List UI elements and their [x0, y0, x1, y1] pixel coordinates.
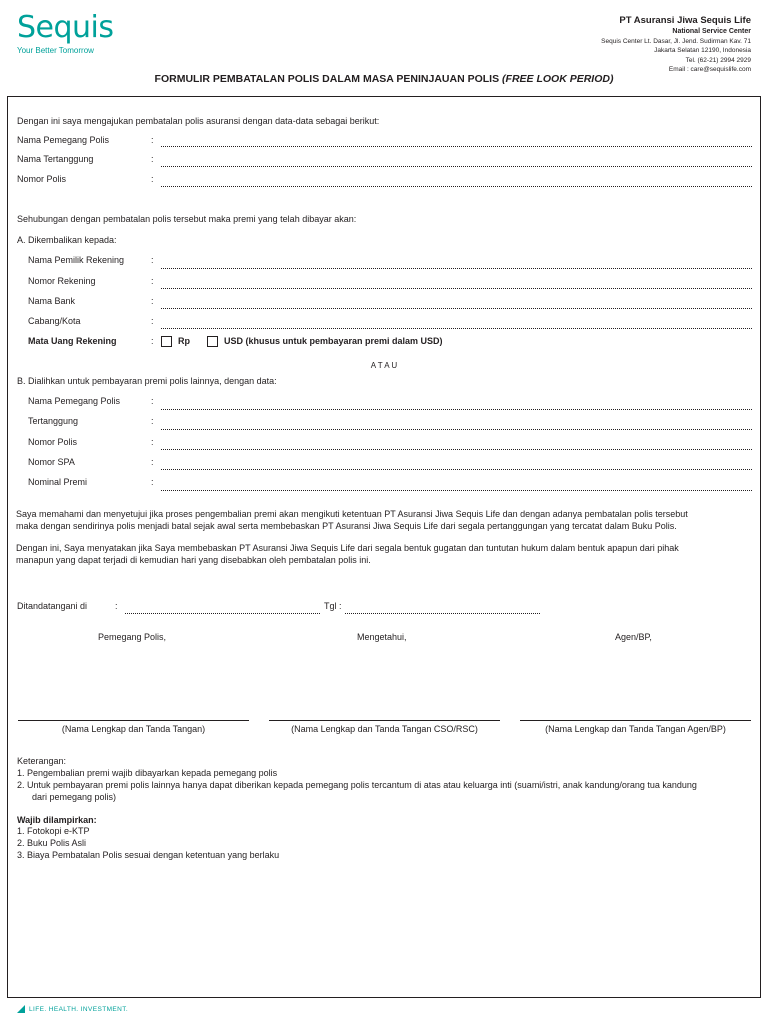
form-title: [0, 73, 768, 85]
input-b-nomor-polis[interactable]: [161, 449, 752, 450]
colon: :: [151, 316, 154, 326]
form-title-main: FORMULIR PEMBATALAN POLIS DALAM MASA PENINJAUAN POLIS: [154, 73, 503, 85]
footer-text: LIFE. HEALTH. INVESTMENT.: [29, 1005, 129, 1013]
sehubungan-text: Sehubungan dengan pembatalan polis tersebut maka premi yang telah dibayar akan:: [17, 214, 357, 224]
field-label-nomor-rekening: Nomor Rekening: [28, 276, 96, 286]
signature-line-pemegang-polis[interactable]: [18, 720, 249, 721]
sequis-logo: [17, 11, 114, 55]
statement-1: [16, 509, 752, 532]
company-phone: Tel. (62-21) 2994 2929: [685, 56, 751, 64]
company-address-2: Jakarta Selatan 12190, Indonesia: [654, 47, 751, 54]
form-title-italic: (FREE LOOK PERIOD): [502, 73, 614, 85]
input-pemegang-polis[interactable]: [161, 146, 752, 147]
attachments-heading: Wajib dilampirkan:: [17, 815, 97, 825]
colon: :: [151, 416, 154, 426]
service-center: National Service Center: [672, 28, 751, 35]
colon: :: [151, 135, 154, 145]
intro-text: Dengan ini saya mengajukan pembatalan polis asuransi dengan data-data sebagai berikut:: [17, 116, 380, 126]
statement-2-line-1: Dengan ini, Saya menyatakan jika Saya membebaskan PT Asuransi Jiwa Sequis Life dari segala bentuk gugatan dan tuntutan hukum dalam bentuk apapun dari pihak: [16, 543, 679, 553]
field-label-cabang-kota: Cabang/Kota: [28, 316, 81, 326]
field-label-pemegang-polis: Nama Pemegang Polis: [17, 135, 110, 145]
statement-1-line-1: Saya memahami dan menyetujui jika proses pengembalian premi akan mengikuti ketentuan PT Asuransi Jiwa Sequis Life dan dengan adanya pembatalan polis tersebut: [16, 509, 688, 519]
colon: :: [151, 174, 154, 184]
input-nomor-polis[interactable]: [161, 186, 752, 187]
input-tertanggung[interactable]: [161, 166, 752, 167]
option-a-heading: A. Dikembalikan kepada:: [17, 235, 117, 245]
caption-cso: (Nama Lengkap dan Tanda Tangan CSO/RSC): [291, 724, 478, 734]
company-info: [601, 14, 751, 75]
input-nomor-rekening[interactable]: [161, 288, 752, 289]
attachment-item-2: 2. Buku Polis Asli: [17, 838, 87, 848]
atau-separator: A T A U: [370, 361, 398, 370]
input-b-tertanggung[interactable]: [161, 429, 752, 430]
input-signing-place[interactable]: [125, 613, 320, 614]
caption-agen: (Nama Lengkap dan Tanda Tangan Agen/BP): [545, 724, 726, 734]
note-item-1: 1. Pengembalian premi wajib dibayarkan kepada pemegang polis: [17, 768, 278, 778]
logo-tagline: Your Better Tomorrow: [17, 46, 94, 55]
colon: :: [151, 296, 154, 306]
colon: :: [151, 396, 154, 406]
colon: :: [151, 477, 154, 487]
field-label-mata-uang: Mata Uang Rekening: [28, 336, 117, 346]
note-item-2-cont: dari pemegang polis): [32, 792, 117, 802]
footer-tagline: [17, 1005, 128, 1013]
field-label-b-nomor-polis: Nomor Polis: [28, 437, 78, 447]
input-pemilik-rekening[interactable]: [161, 268, 752, 269]
company-email: Email : care@sequislife.com: [668, 66, 751, 73]
signing-date-label: Tgl :: [324, 601, 342, 611]
leaf-icon: [17, 1005, 25, 1013]
input-b-nominal-premi[interactable]: [161, 490, 752, 491]
field-label-b-tertanggung: Tertanggung: [28, 416, 79, 426]
field-label-nama-bank: Nama Bank: [28, 296, 76, 306]
checkbox-usd-label: USD (khusus untuk pembayaran premi dalam USD): [224, 336, 443, 346]
statement-2: [16, 543, 752, 566]
attachment-item-3: 3. Biaya Pembatalan Polis sesuai dengan ketentuan yang berlaku: [17, 850, 280, 860]
checkbox-rp[interactable]: [161, 336, 172, 347]
option-b-heading: B. Dialihkan untuk pembayaran premi polis lainnya, dengan data:: [17, 376, 277, 386]
signer-pemegang-polis: Pemegang Polis,: [98, 632, 167, 642]
colon: :: [151, 457, 154, 467]
field-label-nomor-polis: Nomor Polis: [17, 174, 67, 184]
field-label-b-nomor-spa: Nomor SPA: [28, 457, 75, 467]
input-nama-bank[interactable]: [161, 308, 752, 309]
note-item-2: 2. Untuk pembayaran premi polis lainnya hanya dapat diberikan kepada pemegang polis tercantum di atas atau keluarga inti (suami/istri, anak kandung/orang tua kandung: [17, 780, 697, 790]
input-cabang-kota[interactable]: [161, 328, 752, 329]
checkbox-rp-label: Rp: [178, 336, 190, 346]
statement-1-line-2: maka dengan sendirinya polis menjadi batal sejak awal serta membebaskan PT Asuransi Jiwa Sequis Life dari segala pertanggungan yang tercatat dalam Buku Polis.: [16, 520, 677, 531]
colon: :: [151, 437, 154, 447]
field-label-b-pemegang-polis: Nama Pemegang Polis: [28, 396, 121, 406]
notes-heading: Keterangan:: [17, 756, 67, 766]
field-label-pemilik-rekening: Nama Pemilik Rekening: [28, 255, 125, 265]
input-signing-date[interactable]: [345, 613, 540, 614]
signature-line-cso[interactable]: [269, 720, 500, 721]
input-b-pemegang-polis[interactable]: [161, 409, 752, 410]
checkbox-usd[interactable]: [207, 336, 218, 347]
colon: :: [151, 276, 154, 286]
caption-pemegang-polis: (Nama Lengkap dan Tanda Tangan): [61, 724, 206, 734]
colon: :: [151, 154, 154, 164]
colon: :: [151, 255, 154, 265]
statement-2-line-2: manapun yang dapat terjadi di kemudian hari yang disebabkan oleh pembatalan polis ini.: [16, 554, 371, 565]
logo-wordmark: Sequis: [17, 10, 114, 45]
field-label-tertanggung: Nama Tertanggung: [17, 154, 94, 164]
signature-line-agen[interactable]: [520, 720, 751, 721]
colon: :: [151, 336, 154, 346]
input-b-nomor-spa[interactable]: [161, 469, 752, 470]
colon: :: [115, 601, 118, 611]
signing-place-label: Ditandatangani di: [17, 601, 88, 611]
company-address-1: Sequis Center Lt. Dasar, Jl. Jend. Sudirman Kav. 71: [601, 37, 751, 45]
signer-mengetahui: Mengetahui,: [357, 632, 407, 642]
company-name: PT Asuransi Jiwa Sequis Life: [619, 15, 751, 26]
attachment-item-1: 1. Fotokopi e-KTP: [17, 826, 90, 836]
signer-agen: Agen/BP,: [615, 632, 652, 642]
field-label-b-nominal-premi: Nominal Premi: [28, 477, 88, 487]
